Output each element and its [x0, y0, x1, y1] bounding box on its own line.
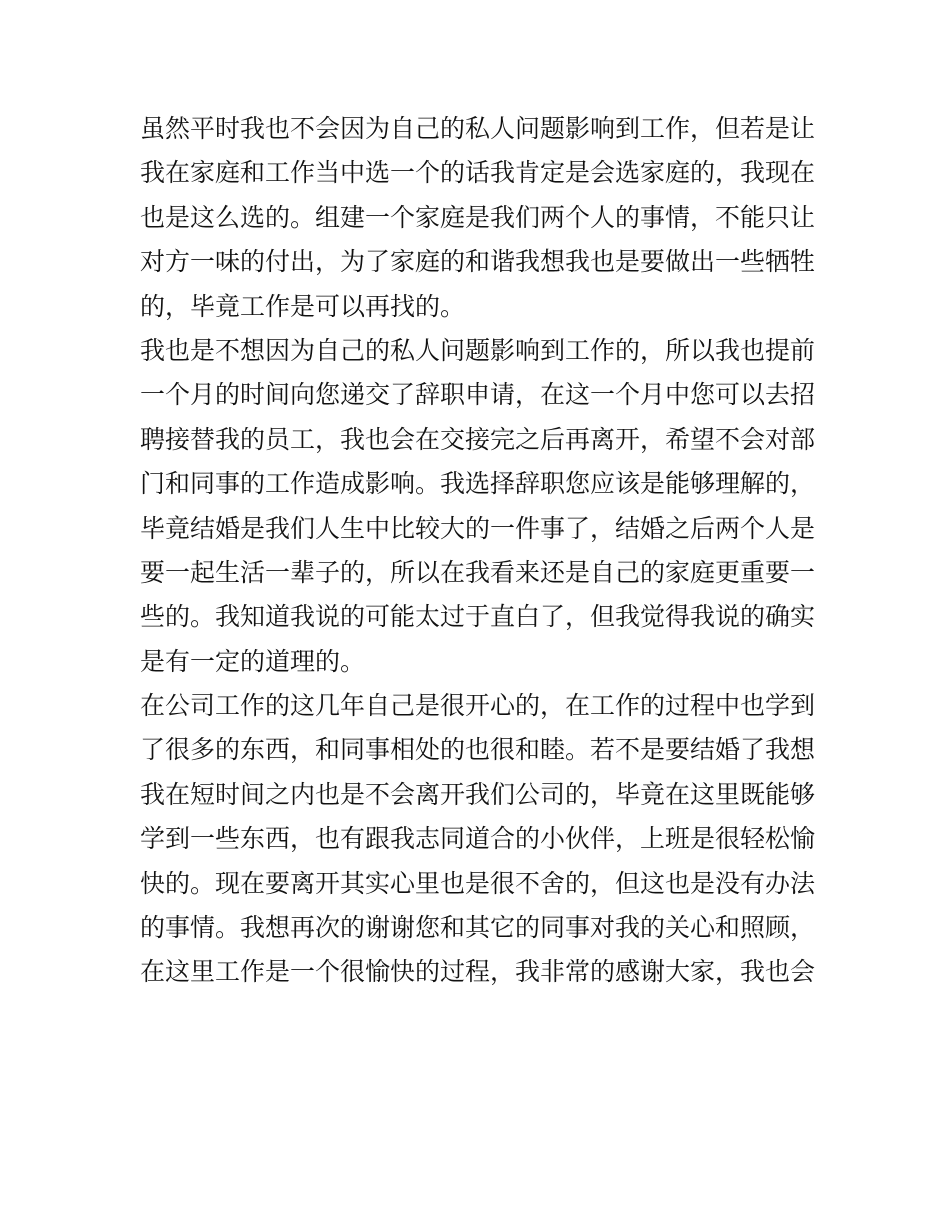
text-line: 虽然平时我也不会因为自己的私人问题影响到工作，但若是让: [140, 114, 816, 143]
text-line: 我在短时间之内也是不会离开我们公司的，毕竟在这里既能够: [140, 779, 816, 809]
text-line: 聘接替我的员工，我也会在交接完之后再离开，希望不会对部: [140, 424, 816, 454]
text-line: 我在家庭和工作当中选一个的话我肯定是会选家庭的，我现在: [140, 158, 816, 188]
text-line: 是有一定的道理的。: [140, 646, 366, 676]
text-line: 的事情。我想再次的谢谢您和其它的同事对我的关心和照顾，: [140, 913, 816, 943]
text-line: 在公司工作的这几年自己是很开心的，在工作的过程中也学到: [140, 691, 816, 721]
text-line: 的，毕竟工作是可以再找的。: [140, 291, 466, 321]
text-line: 对方一味的付出，为了家庭的和谐我想我也是要做出一些牺牲: [140, 247, 816, 277]
text-line: 我也是不想因为自己的私人问题影响到工作的，所以我也提前: [140, 335, 816, 365]
text-line: 些的。我知道我说的可能太过于直白了，但我觉得我说的确实: [140, 602, 816, 632]
document-body: [140, 107, 816, 995]
text-line: 毕竟结婚是我们人生中比较大的一件事了，结婚之后两个人是: [140, 513, 816, 543]
paragraph-3: [140, 684, 816, 995]
text-line: 门和同事的工作造成影响。我选择辞职您应该是能够理解的，: [140, 469, 816, 499]
text-line: 要一起生活一辈子的，所以在我看来还是自己的家庭更重要一: [140, 557, 816, 587]
text-line: 快的。现在要离开其实心里也是很不舍的，但这也是没有办法: [140, 868, 816, 898]
text-line: 学到一些东西，也有跟我志同道合的小伙伴，上班是很轻松愉: [140, 824, 816, 854]
text-line: 了很多的东西，和同事相处的也很和睦。若不是要结婚了我想: [140, 735, 816, 765]
text-line: 一个月的时间向您递交了辞职申请，在这一个月中您可以去招: [140, 380, 816, 410]
text-line: 也是这么选的。组建一个家庭是我们两个人的事情，不能只让: [140, 202, 816, 232]
text-line: 在这里工作是一个很愉快的过程，我非常的感谢大家，我也会: [140, 957, 816, 987]
paragraph-2: [140, 329, 816, 684]
paragraph-1: [140, 107, 816, 329]
